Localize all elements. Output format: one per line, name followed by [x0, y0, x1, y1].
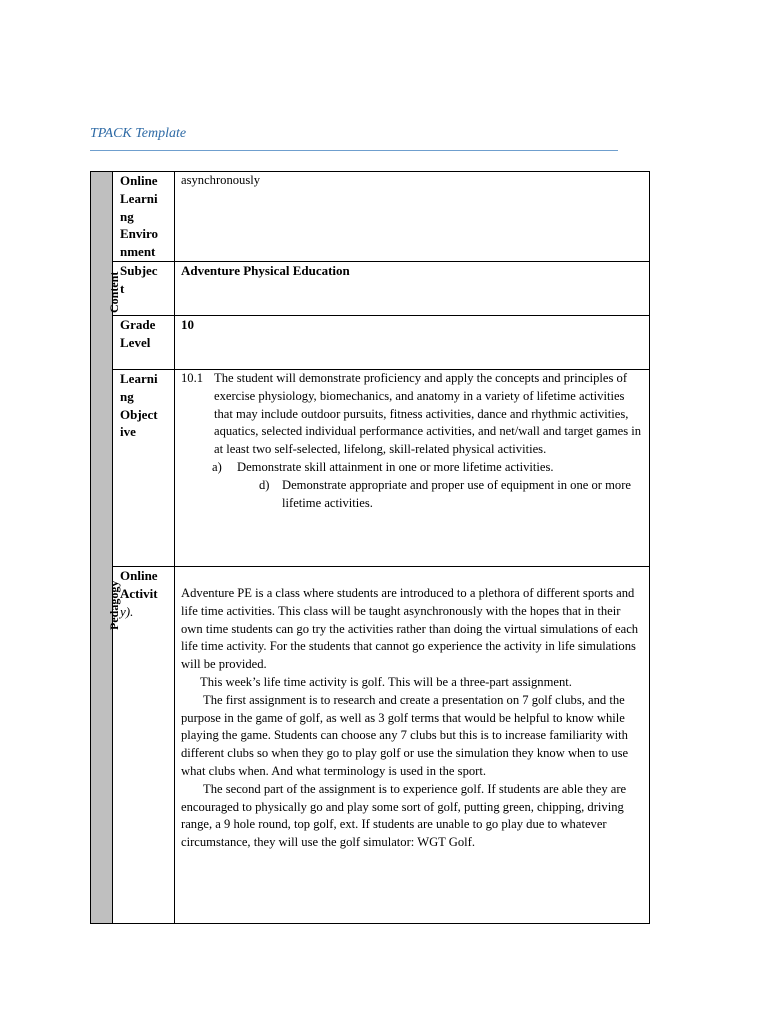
row-value-grade-level: 10: [181, 317, 194, 332]
side-label-content: Content: [107, 271, 121, 313]
objective-number: 10.1: [181, 371, 204, 385]
table-border: [90, 171, 91, 924]
objective-sub-a: a) Demonstrate skill attainment in one or more lifetime activities.: [212, 459, 554, 474]
objective-main: [181, 370, 645, 459]
activity-paragraph: The first assignment is to research and create a presentation on 7 golf clubs, and the purpose in the game of golf, as well as 3 golf terms that would be helpful to know while playing the game. Students can choose any 7 clubs but this is to increase familiarity with different clubs so when they go to play golf or use the simulation they know when to use what clubs when. And what terminology is used in the sport.: [181, 692, 629, 778]
row-value-learning-objective: [181, 370, 645, 512]
table-border: [90, 923, 650, 924]
document-title: TPACK Template: [90, 126, 187, 141]
table-border: [174, 171, 175, 924]
row-label-subject: Subjec t: [120, 263, 158, 296]
activity-paragraph: The second part of the assignment is to experience golf. If students are able they are encouraged to physically go and play some sort of golf, putting green, chipping, driving range, a 9 hole round, top golf, ext. If students are unable to go play due to whatever circumstance, they will use the golf simulator: WGT Golf.: [181, 781, 627, 850]
row-label-learning-environment: Online Learni ng Enviro nment: [120, 173, 159, 260]
title-divider: [90, 150, 618, 151]
activity-paragraph: Adventure PE is a class where students are introduced to a plethora of different sports and life time activities. This class will be taught asynchronously with the hopes that in their own time students can go try the activities rather than doing the virtual simulations of each life time activity. For the students that cannot go experience the activity in life simulations will be provided.: [181, 586, 639, 672]
row-value-online-activity: [181, 585, 643, 852]
row-label-grade-level: Grade Level: [120, 317, 156, 350]
row-label-learning-objective: Learni ng Object ive: [120, 371, 158, 440]
table-border: [112, 566, 650, 567]
row-value-subject: Adventure Physical Education: [181, 263, 350, 278]
row-label-online-activity: Online Activit y).: [120, 568, 158, 619]
row-value-learning-environment: asynchronously: [181, 173, 261, 187]
side-label-pedagogy: Pedagogy: [107, 580, 121, 630]
activity-paragraph: This week’s life time activity is golf. This will be a three-part assignment.: [200, 674, 572, 689]
objective-text: The student will demonstrate proficiency and apply the concepts and principles of exercise physiology, biomechanics, and anatomy in a variety of lifetime activities that may include outdoor pursuits, fitness activities, dance and rhythmic activities, aquatics, selected individual performance activities, and net/wall and target games in at least two self-selected, lifelong, skill-related physical activities.: [214, 371, 642, 457]
table-border: [649, 171, 650, 924]
objective-sub-d: d) Demonstrate appropriate and proper use of equipment in one or more lifetime activities.: [259, 477, 632, 510]
